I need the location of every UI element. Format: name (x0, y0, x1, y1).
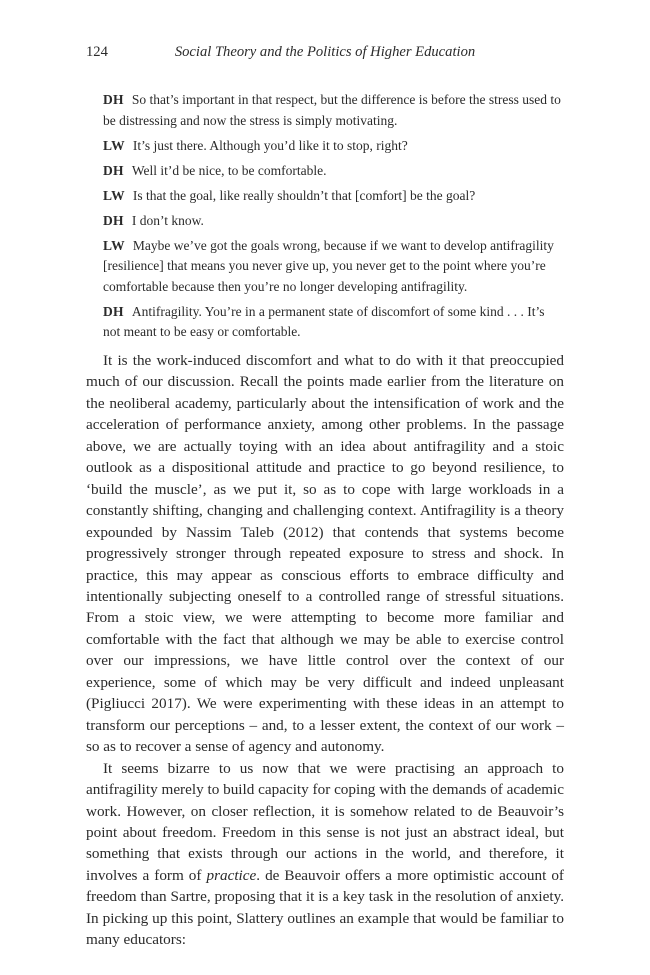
speaker-label: DH (103, 303, 124, 319)
body-text (86, 350, 564, 951)
speaker-label: DH (103, 212, 124, 228)
body-paragraph: It is the work-induced discomfort and what to do with it that preoccupied much of our discussion. Recall the points made earlier from the literature on the neoliberal academy, particularly about the intensification of work and the acceleration of performance anxiety, among other problems. In the passage above, we are actually toying with an idea about antifragility and a stoic outlook as a dispositional attitude and practice to go beyond resilience, to ‘build the muscle’, as we put it, so as to cope with large workloads in a constantly shifting, changing and challenging context. Antifragility is a theory expounded by Nassim Taleb (2012) that contends that systems become progressively stronger through repeated exposure to stress and shock. In practice, this may appear as conscious efforts to embrace difficulty and intentionally subjecting oneself to a controlled range of stressful situations. From a stoic view, we were attempting to become more familiar and comfortable with the fact that although we may be able to exercise control over our impressions, we have little control over the context of our experience, some of which may be very difficult and indeed unpleasant (Pigliucci 2017). We were experimenting with these ideas in an attempt to transform our perceptions – and, to a lesser extent, the context of our work – so as to recover a sense of agency and autonomy. (86, 352, 564, 756)
speaker-label: DH (103, 92, 124, 107)
speaker-label: DH (103, 162, 124, 178)
page-number: 124 (86, 44, 108, 60)
dialogue-turn (103, 90, 563, 131)
dialogue-turn (103, 236, 563, 298)
body-paragraph (86, 758, 564, 951)
dialogue-turn (103, 186, 563, 207)
dialogue-turn (103, 302, 563, 343)
speaker-label: LW (103, 137, 125, 153)
dialogue-text: Antifragility. You’re in a permanent state of discomfort of some kind . . . It’s not meant to be easy or comfortable. (103, 303, 545, 339)
dialogue-text: Maybe we’ve got the goals wrong, because if we want to develop antifragility [resilience] that means you never give up, you never get to the point where you’re comfortable because then you’re no longer developing antifragility. (103, 237, 554, 294)
dialogue-text: So that’s important in that respect, but the difference is before the stress used to be distressing and now the stress is simply motivating. (103, 92, 561, 128)
dialogue-turn (103, 211, 563, 232)
dialogue-text: Is that the goal, like really shouldn’t that [comfort] be the goal? (132, 187, 476, 203)
dialogue-turn (103, 161, 563, 182)
running-title: Social Theory and the Politics of Higher Education (174, 44, 476, 60)
paragraph-text: . de Beauvoir offers a more optimistic account of freedom than Sartre, proposing that it is a key task in the resolution of anxiety. In picking up this point, Slattery outlines an example that would be familiar to many educators: (86, 866, 564, 949)
interview-transcript (103, 90, 563, 347)
speaker-label: LW (103, 237, 125, 253)
emphasis-text: practice (206, 866, 257, 884)
dialogue-text: Well it’d be nice, to be comfortable. (131, 162, 327, 178)
dialogue-turn (103, 136, 563, 157)
dialogue-text: It’s just there. Although you’d like it to stop, right? (132, 137, 408, 153)
dialogue-text: I don’t know. (131, 212, 204, 228)
speaker-label: LW (103, 187, 125, 203)
paragraph-text: It seems bizarre to us now that we were practising an approach to antifragility merely to build capacity for coping with the demands of academic work. However, on closer reflection, it is somehow related to de Beauvoir’s point about freedom. Freedom in this sense is not just an abstract ideal, but something that exists through our actions in the world, and therefore, it involves a form of (86, 759, 564, 884)
running-header (86, 44, 564, 66)
